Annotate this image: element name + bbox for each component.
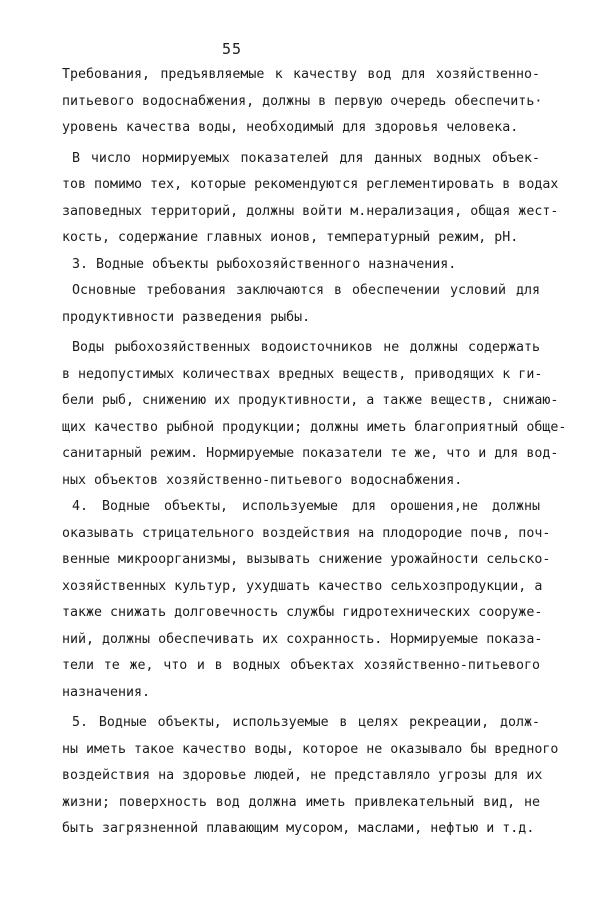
text-line: заповедных территорий, должны войти м.нерализация, общая жест- (62, 203, 559, 219)
text-line: ны иметь такое качество воды, которое не оказывало бы вредного (62, 741, 559, 757)
text-line: ных объектов хозяйственно-питьевого водоснабжения. (62, 472, 463, 488)
text-line: 4. Водные объекты, используемые для орошения,не должны (72, 499, 540, 514)
text-line: венные микроорганизмы, вызывать снижение урожайности сельско- (62, 552, 551, 567)
paragraph (62, 494, 551, 706)
text-line: 5. Водные объекты, используемые в целях рекреации, долж- (72, 715, 540, 730)
text-line: Основные требования заключаются в обеспечении условий для (72, 283, 540, 298)
text-line: воздействия на здоровье людей, не представляло угрозы для их (62, 768, 543, 783)
paragraph (62, 146, 559, 252)
text-line: питьевого водоснабжения, должны в первую очередь обеспечить· (62, 93, 543, 109)
section-heading (62, 252, 540, 279)
paragraph (62, 335, 567, 494)
paragraph (62, 62, 543, 142)
paragraph (62, 710, 559, 843)
text-line: тели те же, что и в водных объектах хозяйственно-питьевого (62, 658, 540, 673)
document-body (62, 62, 567, 843)
text-line: хозяйственных культур, ухудшать качество сельхозпродукции, а (62, 578, 543, 594)
text-line: уровень качества воды, необходимый для здоровья человека. (62, 120, 519, 135)
text-line: жизни; поверхность вод должна иметь привлекательный вид, не (62, 794, 540, 810)
text-line: назначения. (62, 684, 151, 700)
text-line: В число нормируемых показателей для данных водных объек- (72, 150, 540, 166)
text-line: щих качество рыбной продукции; должны иметь благоприятный обще- (62, 419, 567, 435)
text-line: быть загрязненной плавающим мусором, маслами, нефтью и т.д. (62, 821, 535, 836)
text-line: санитарный режим. Нормируемые показатели те же, что и для вод- (62, 446, 559, 461)
text-line: продуктивности разведения рыбы. (62, 309, 311, 325)
text-line: оказывать стрицательного воздействия на плодородие почв, поч- (62, 525, 551, 541)
text-line: бели рыб, снижению их продуктивности, а также веществ, снижаю- (62, 393, 559, 408)
text-line: также снижать долговечность службы гидротехнических сооруже- (62, 605, 543, 620)
paragraph (62, 278, 540, 331)
text-line: ний, должны обеспечивать их сохранность. Нормируемые показа- (62, 631, 543, 647)
text-line: Требования, предъявляемые к качеству вод для хозяйственно- (62, 67, 540, 82)
text-line: 3. Водные объекты рыбохозяйственного назначения. (72, 256, 457, 272)
text-line: Воды рыбохозяйственных водоисточников не должны содержать (72, 340, 540, 355)
text-line: кость, содержание главных ионов, температурный режим, рН. (62, 230, 519, 245)
page-number: 55 (222, 40, 243, 58)
text-line: в недопустимых количествах вредных веществ, приводящих к ги- (62, 366, 543, 382)
text-line: тов помимо тех, которые рекомендуются реглементировать в водах (62, 177, 559, 192)
